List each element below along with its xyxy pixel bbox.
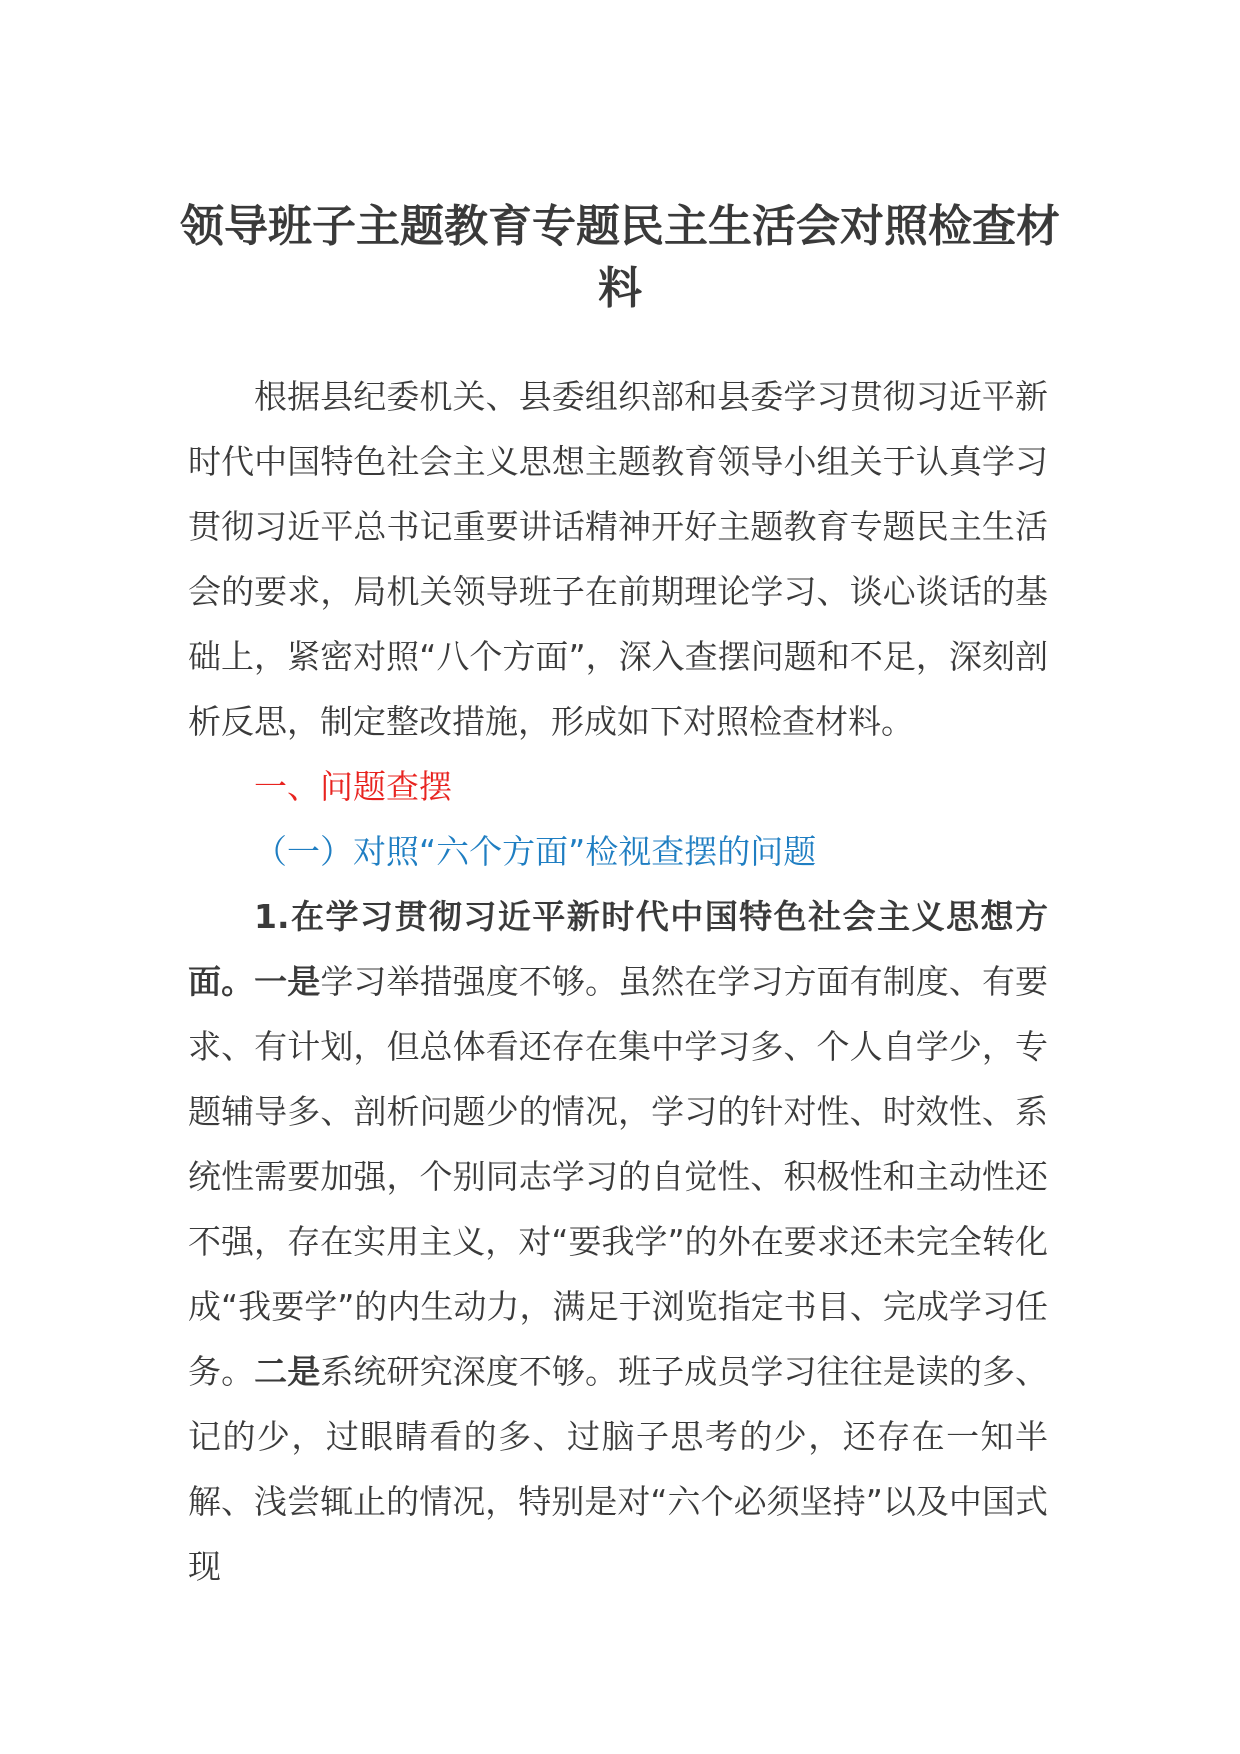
document-title: 领导班子主题教育专题民主生活会对照检查材料 [180, 201, 1060, 314]
item-heading: 1.在学习贯彻习近平新时代中国特色社会主义思想方面。 [188, 897, 1048, 1001]
subsection-heading: （一）对照“六个方面”检视查摆的问题 [254, 832, 817, 871]
intro-paragraph: 根据县纪委机关、县委组织部和县委学习贯彻习近平新时代中国特色社会主义思想主题教育领导小组关于认真学习贯彻习近平总书记重要讲话精神开好主题教育专题民主生活会的要求，局机关领导班子在前期理论学习、谈心谈话的基础上，紧密对照“八个方面”，深入查摆问题和不足，深刻剖析反思，制定整改措施，形成如下对照检查材料。 [188, 377, 1048, 741]
point-lead-1: 一是 [254, 962, 321, 1001]
point-text-2: 系统研究深度不够。班子成员学习往往是读的多、记的少，过眼睛看的多、过脑子思考的少，还存在一知半解、浅尝辄止的情况，特别是对“六个必须坚持”以及中国式现 [188, 1352, 1049, 1586]
document-body [188, 364, 1048, 1599]
item-paragraph [188, 884, 1048, 1599]
section-heading: 一、问题查摆 [254, 767, 452, 806]
point-lead-2: 二是 [254, 1352, 321, 1391]
point-text-1: 学习举措强度不够。虽然在学习方面有制度、有要求、有计划，但总体看还存在集中学习多、个人自学少，专题辅导多、剖析问题少的情况，学习的针对性、时效性、系统性需要加强，个别同志学习的自觉性、积极性和主动性还不强，存在实用主义，对“要我学”的外在要求还未完全转化成“我要学”的内生动力，满足于浏览指定书目、完成学习任务。 [188, 962, 1049, 1391]
